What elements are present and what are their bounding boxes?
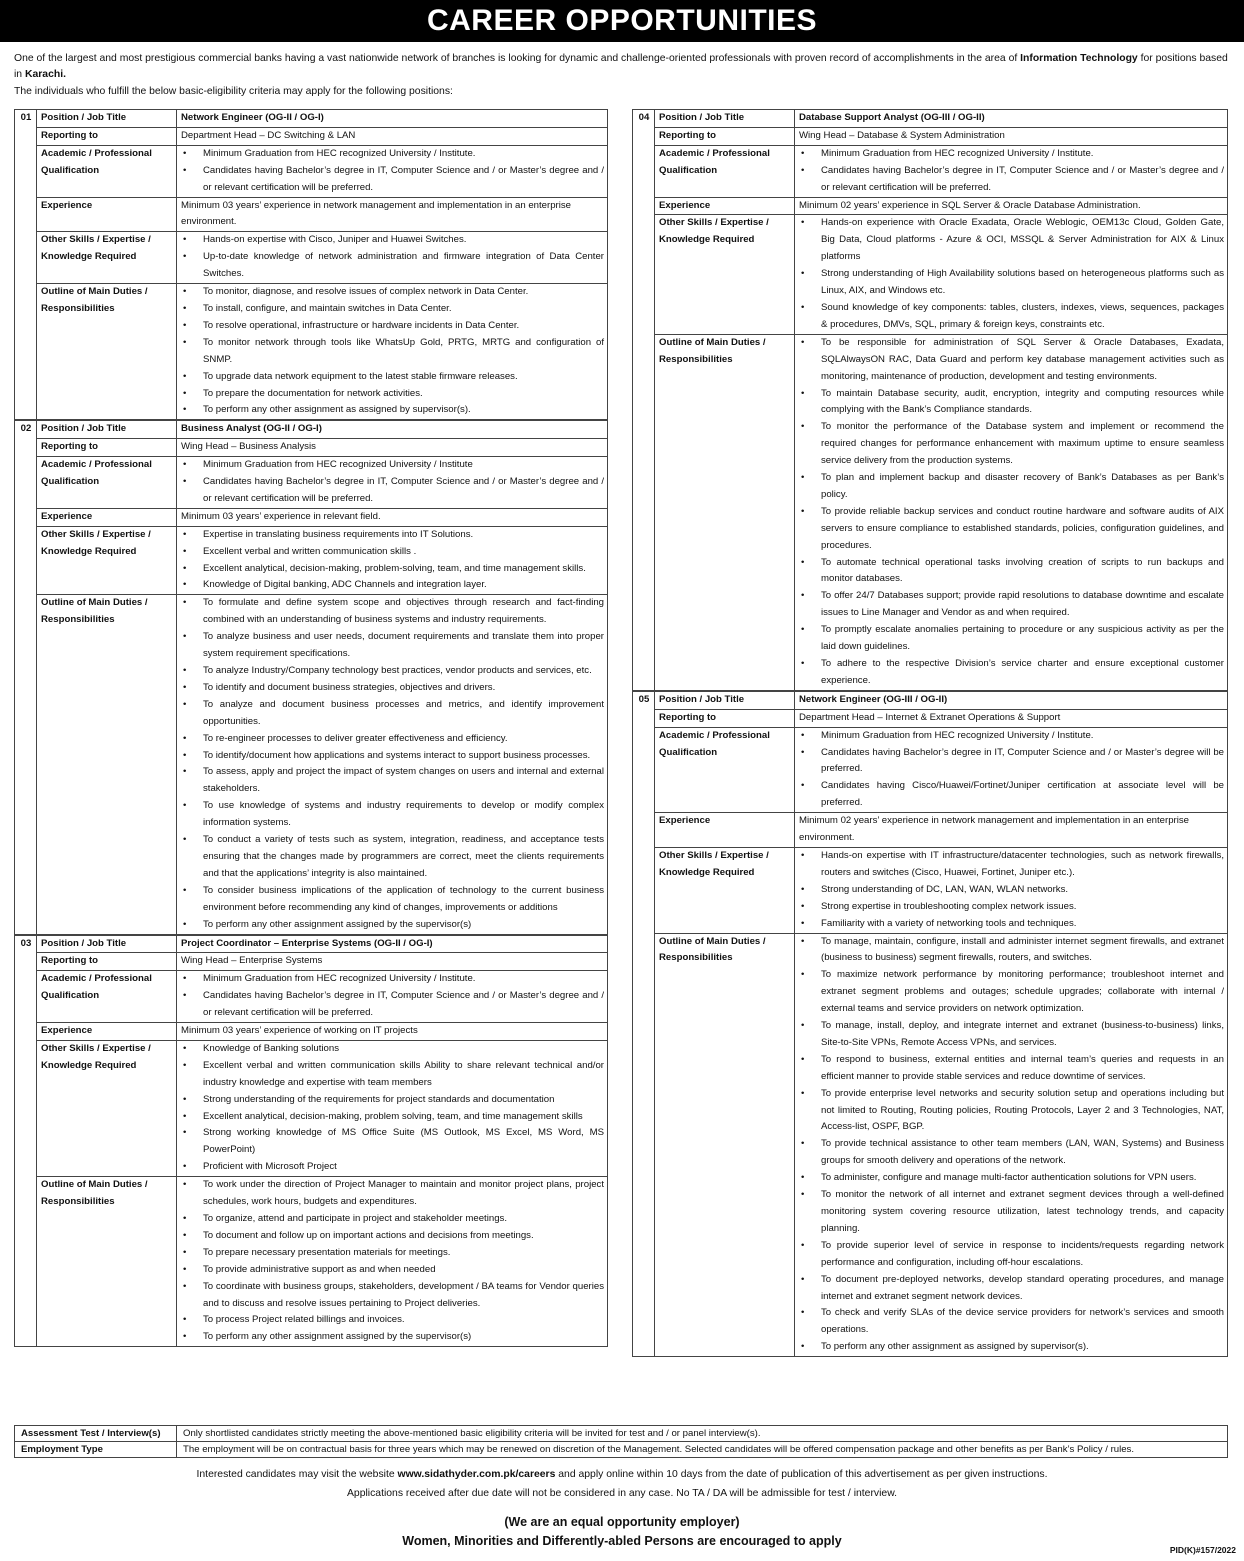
- duties-item: • To organize, attend and participate in project and stakeholder meetings.: [181, 1211, 604, 1228]
- field-value-position: Network Engineer (OG-II / OG-I): [177, 110, 608, 128]
- job-row-reporting: [15, 127, 608, 145]
- academic-item: • Candidates having Bachelor’s degree in IT, Computer Science and / or Master’s degree and / or relevant certification will be preferred.: [181, 474, 604, 508]
- intro-text-b: Information Technology: [1020, 53, 1138, 64]
- duties-item: • To be responsible for administration of SQL Server & Oracle Databases, Exadata, SQLAlwaysON RAC, Data Guard and perform key database management activities such as monitoring, maintenance of production, development and testing environments.: [799, 335, 1224, 386]
- field-value-skills: [795, 215, 1228, 334]
- job-row-duties: [15, 284, 608, 420]
- duties-item: • To manage, install, deploy, and integrate internet and extranet (business-to-business) links, Site-to-Site VPNs, Remote Access VPNs, and services.: [799, 1018, 1224, 1052]
- job-row-experience: [15, 197, 608, 232]
- job-row-duties: [633, 933, 1228, 1357]
- skills-item: • Excellent verbal and written communication skills Ability to share relevant technical and/or industry knowledge and expertise with team members: [181, 1058, 604, 1092]
- job-row-experience: [633, 197, 1228, 215]
- employment-text: The employment will be on contractual basis for three years which may be renewed on discretion of the Management. Selected candidates will be offered compensation package and other benefits as per Bank’s Policy / rules.: [177, 1442, 1228, 1458]
- skills-item: • Hands-on expertise with IT infrastructure/datacenter technologies, such as network firewalls, routers and switches (Cisco, Huawei, Fortinet, Juniper etc.).: [799, 848, 1224, 882]
- field-label-reporting: Reporting to: [655, 127, 795, 145]
- skills-item: • Excellent verbal and written communication skills .: [181, 544, 604, 561]
- duties-item-list: [181, 1177, 604, 1346]
- job-table-03: [14, 935, 608, 1348]
- duties-item-list: [799, 934, 1224, 1357]
- job-row-reporting: [633, 709, 1228, 727]
- job-row-skills: [15, 526, 608, 595]
- skills-item: • Knowledge of Digital banking, ADC Channels and integration layer.: [181, 577, 604, 594]
- duties-item: • To monitor the performance of the Database system and implement or recommend the required changes for performance enhancement with maximum uptime to ensure seamless service delivery from the production systems.: [799, 419, 1224, 470]
- duties-item: • To monitor the network of all internet and extranet segment devices through a well-defined monitoring system covering resource utilization, latest technology trends, and capacity planning.: [799, 1187, 1224, 1238]
- skills-item: • Up-to-date knowledge of network administration and firmware integration of Data Center Switches.: [181, 249, 604, 283]
- field-label-position: Position / Job Title: [37, 421, 177, 439]
- academic-item-list: [799, 728, 1224, 813]
- job-number: 04: [633, 110, 655, 691]
- field-label-skills: Other Skills / Expertise / Knowledge Required: [655, 215, 795, 334]
- employment-label: Employment Type: [15, 1442, 177, 1458]
- academic-item: • Candidates having Cisco/Huawei/Fortinet/Juniper certification at associate level will be preferred.: [799, 778, 1224, 812]
- field-value-position: Business Analyst (OG-II / OG-I): [177, 421, 608, 439]
- field-label-academic: Academic / Professional Qualification: [37, 457, 177, 509]
- skills-item: • Familiarity with a variety of networking tools and techniques.: [799, 916, 1224, 933]
- academic-item: • Minimum Graduation from HEC recognized University / Institute.: [181, 971, 604, 988]
- job-row-academic: [15, 457, 608, 509]
- duties-item: • To analyze Industry/Company technology best practices, vendor products and services, etc.: [181, 663, 604, 680]
- skills-item-list: [799, 848, 1224, 933]
- duties-item: • To process Project related billings and invoices.: [181, 1312, 604, 1329]
- duties-item: • To analyze business and user needs, document requirements and translate them into proper system requirement specifications.: [181, 629, 604, 663]
- duties-item-list: [799, 335, 1224, 690]
- academic-item: • Candidates having Bachelor’s degree in IT, Computer Science and / or Master’s degree will be preferred.: [799, 745, 1224, 779]
- field-label-skills: Other Skills / Expertise / Knowledge Required: [37, 526, 177, 595]
- field-value-position: Network Engineer (OG-III / OG-II): [795, 691, 1228, 709]
- duties-item: • To maximize network performance by monitoring performance; troubleshoot internet and extranet segment problems and outages; schedule upgrades; collaborate with internal / external teams and service providers on network optimization.: [799, 967, 1224, 1018]
- academic-item: • Candidates having Bachelor’s degree in IT, Computer Science and / or Master’s degree and / or relevant certification will be preferred.: [181, 163, 604, 197]
- field-value-duties: [177, 284, 608, 420]
- duties-item: • To resolve operational, infrastructure or hardware incidents in Data Center.: [181, 318, 604, 335]
- field-value-duties: [795, 933, 1228, 1357]
- job-row-skills: [633, 215, 1228, 334]
- duties-item: • To assess, apply and project the impact of system changes on users and internal and external stakeholders.: [181, 764, 604, 798]
- field-label-academic: Academic / Professional Qualification: [37, 971, 177, 1023]
- skills-item-list: [799, 215, 1224, 333]
- academic-item: • Minimum Graduation from HEC recognized University / Institute: [181, 457, 604, 474]
- eligibility-line: The individuals who fulfill the below basic-eligibility criteria may apply for the following positions:: [14, 86, 453, 97]
- job-row-position: [633, 691, 1228, 709]
- academic-item: • Minimum Graduation from HEC recognized University / Institute.: [799, 146, 1224, 163]
- job-row-reporting: [15, 953, 608, 971]
- field-value-experience: Minimum 03 years’ experience in network management and implementation in an enterprise environment.: [177, 197, 608, 232]
- field-label-academic: Academic / Professional Qualification: [655, 727, 795, 813]
- skills-item: • Strong working knowledge of MS Office Suite (MS Outlook, MS Excel, MS Word, MS PowerPoint): [181, 1125, 604, 1159]
- job-row-experience: [15, 1023, 608, 1041]
- job-row-skills: [15, 232, 608, 284]
- job-row-experience: [15, 508, 608, 526]
- job-row-reporting: [633, 127, 1228, 145]
- apply-line-2: Applications received after due date will not be considered in any case. No TA / DA will be admissible for test / interview.: [346, 1488, 898, 1499]
- careers-link[interactable]: www.sidathyder.com.pk/careers: [397, 1469, 556, 1480]
- job-row-academic: [15, 971, 608, 1023]
- field-label-duties: Outline of Main Duties / Responsibilities: [37, 1177, 177, 1347]
- duties-item: • To perform any other assignment assigned by the supervisor(s): [181, 917, 604, 934]
- field-value-academic: [177, 971, 608, 1023]
- job-row-academic: [15, 145, 608, 197]
- academic-item-list: [181, 457, 604, 508]
- skills-item-list: [181, 527, 604, 595]
- skills-item: • Expertise in translating business requirements into IT Solutions.: [181, 527, 604, 544]
- job-table-01: [14, 109, 608, 420]
- duties-item: • To perform any other assignment as assigned by supervisor(s).: [799, 1339, 1224, 1356]
- academic-item: • Candidates having Bachelor’s degree in IT, Computer Science and / or Master’s degree and / or relevant certification will be preferred.: [799, 163, 1224, 197]
- skills-item: • Proficient with Microsoft Project: [181, 1159, 604, 1176]
- field-label-reporting: Reporting to: [37, 953, 177, 971]
- duties-item: • To provide reliable backup services and conduct routine hardware and software audits of AIX servers to ensure compliance to established standards, policies, configuration guidelines, and procedures.: [799, 504, 1224, 555]
- field-value-reporting: Wing Head – Enterprise Systems: [177, 953, 608, 971]
- field-label-experience: Experience: [37, 1023, 177, 1041]
- duties-item: • To re-engineer processes to deliver greater effectiveness and efficiency.: [181, 731, 604, 748]
- field-label-reporting: Reporting to: [37, 439, 177, 457]
- field-label-duties: Outline of Main Duties / Responsibilities: [37, 284, 177, 420]
- duties-item: • To identify and document business strategies, objectives and drivers.: [181, 680, 604, 697]
- field-value-academic: [795, 145, 1228, 197]
- duties-item: • To use knowledge of systems and industry requirements to develop or modify complex information systems.: [181, 798, 604, 832]
- job-row-position: [633, 110, 1228, 128]
- duties-item: • To analyze and document business processes and metrics, and identify improvement opportunities.: [181, 697, 604, 731]
- field-value-position: Project Coordinator – Enterprise Systems (OG-II / OG-I): [177, 935, 608, 953]
- skills-item: • Excellent analytical, decision-making, problem solving, team, and time management skills: [181, 1109, 604, 1126]
- academic-item: • Candidates having Bachelor’s degree in IT, Computer Science and / or Master’s degree and / or relevant certification will be preferred.: [181, 988, 604, 1022]
- job-row-experience: [633, 813, 1228, 848]
- duties-item: • To provide superior level of service in response to incidents/requests regarding network performance and configuration, including off-hour escalations.: [799, 1238, 1224, 1272]
- duties-item: • To offer 24/7 Databases support; provide rapid resolutions to database downtime and escalate issues to Line Manager and Vendor as and when required.: [799, 588, 1224, 622]
- field-label-experience: Experience: [37, 197, 177, 232]
- assessment-row: [15, 1426, 1228, 1442]
- field-value-experience: Minimum 03 years’ experience in relevant field.: [177, 508, 608, 526]
- field-value-academic: [177, 457, 608, 509]
- field-label-skills: Other Skills / Expertise / Knowledge Required: [655, 847, 795, 933]
- field-value-skills: [177, 1040, 608, 1176]
- field-label-academic: Academic / Professional Qualification: [37, 145, 177, 197]
- page-title: CAREER OPPORTUNITIES: [0, 0, 1244, 42]
- job-row-skills: [15, 1040, 608, 1176]
- field-value-skills: [177, 232, 608, 284]
- employment-row: [15, 1442, 1228, 1458]
- job-table-02: [14, 420, 608, 934]
- apply-text-b: and apply online within 10 days from the date of publication of this advertisement as per given instructions.: [555, 1469, 1048, 1480]
- field-label-experience: Experience: [655, 813, 795, 848]
- field-value-experience: Minimum 02 years’ experience in network management and implementation in an enterprise environment.: [795, 813, 1228, 848]
- job-table-05: [632, 691, 1228, 1357]
- duties-item: • To automate technical operational tasks involving creation of scripts to run backups and monitor databases.: [799, 555, 1224, 589]
- assessment-text: Only shortlisted candidates strictly meeting the above-mentioned basic eligibility criteria will be invited for test and / or panel interview(s).: [177, 1426, 1228, 1442]
- duties-item: • To maintain Database security, audit, encryption, integrity and computing resources while complying with the Bank’s Compliance standards.: [799, 386, 1224, 420]
- field-label-duties: Outline of Main Duties / Responsibilities: [655, 334, 795, 690]
- duties-item: • To manage, maintain, configure, install and administer internet segment firewalls, and extranet (business to business) segment firewalls, routers, and switches.: [799, 934, 1224, 968]
- field-value-reporting: Wing Head – Database & System Administration: [795, 127, 1228, 145]
- duties-item: • To prepare necessary presentation materials for meetings.: [181, 1245, 604, 1262]
- field-value-academic: [177, 145, 608, 197]
- field-label-reporting: Reporting to: [655, 709, 795, 727]
- field-label-skills: Other Skills / Expertise / Knowledge Required: [37, 232, 177, 284]
- skills-item: • Hands-on expertise with Cisco, Juniper and Huawei Switches.: [181, 232, 604, 249]
- field-value-experience: Minimum 02 years’ experience in SQL Server & Oracle Database Administration.: [795, 197, 1228, 215]
- intro-text-d: Karachi.: [24, 69, 66, 80]
- field-value-reporting: Department Head – Internet & Extranet Operations & Support: [795, 709, 1228, 727]
- job-number: 03: [15, 935, 37, 1347]
- job-row-academic: [633, 727, 1228, 813]
- terms-table: [14, 1425, 1228, 1458]
- job-row-skills: [633, 847, 1228, 933]
- duties-item: • To perform any other assignment assigned by the supervisor(s): [181, 1329, 604, 1346]
- apply-text-a: Interested candidates may visit the website: [196, 1469, 398, 1480]
- equal-opportunity-line: (We are an equal opportunity employer): [504, 1515, 740, 1529]
- field-value-reporting: Wing Head – Business Analysis: [177, 439, 608, 457]
- field-label-academic: Academic / Professional Qualification: [655, 145, 795, 197]
- field-label-duties: Outline of Main Duties / Responsibilities: [37, 595, 177, 934]
- job-number: 05: [633, 691, 655, 1356]
- academic-item-list: [799, 146, 1224, 197]
- field-label-reporting: Reporting to: [37, 127, 177, 145]
- intro-paragraph: [14, 51, 1230, 83]
- job-row-duties: [15, 1177, 608, 1347]
- duties-item: • To check and verify SLAs of the device service providers for network’s services and smooth operations.: [799, 1305, 1224, 1339]
- field-label-experience: Experience: [655, 197, 795, 215]
- duties-item: • To work under the direction of Project Manager to maintain and monitor project plans, project schedules, work hours, budgets and expenditures.: [181, 1177, 604, 1211]
- duties-item: • To formulate and define system scope and objectives through research and fact-finding combined with an understanding of business systems and industry requirements.: [181, 595, 604, 629]
- skills-item: • Sound knowledge of key components: tables, clusters, indexes, views, sequences, packages & procedures, DMVs, SQL, primary & foreign keys, constraints etc.: [799, 300, 1224, 334]
- duties-item: • To perform any other assignment as assigned by supervisor(s).: [181, 402, 604, 419]
- field-label-position: Position / Job Title: [37, 110, 177, 128]
- duties-item: • To upgrade data network equipment to the latest stable firmware releases.: [181, 369, 604, 386]
- duties-item: • To provide technical assistance to other team members (LAN, WAN, Systems) and Business groups for smooth delivery and operations of the network.: [799, 1136, 1224, 1170]
- job-row-academic: [633, 145, 1228, 197]
- job-row-duties: [633, 334, 1228, 690]
- job-row-duties: [15, 595, 608, 934]
- field-label-experience: Experience: [37, 508, 177, 526]
- duties-item: • To consider business implications of the application of technology to the current business environment before recommending any kind of changes, improvements or additions: [181, 883, 604, 917]
- field-label-position: Position / Job Title: [655, 691, 795, 709]
- job-number: 02: [15, 421, 37, 934]
- intro-text-a: One of the largest and most prestigious commercial banks having a vast nationwide network of branches is looking for dynamic and challenge-oriented professionals with proven record of accomplishments in the area of: [14, 53, 1021, 64]
- skills-item: • Knowledge of Banking solutions: [181, 1041, 604, 1058]
- job-row-reporting: [15, 439, 608, 457]
- academic-item-list: [181, 971, 604, 1022]
- intro-text-c: for positions based in: [14, 53, 1228, 80]
- field-label-skills: Other Skills / Expertise / Knowledge Required: [37, 1040, 177, 1176]
- duties-item: • To document and follow up on important actions and decisions from meetings.: [181, 1228, 604, 1245]
- job-table-04: [632, 109, 1228, 691]
- duties-item: • To provide administrative support as and when needed: [181, 1262, 604, 1279]
- field-value-skills: [177, 526, 608, 595]
- duties-item-list: [181, 595, 604, 933]
- job-row-position: [15, 935, 608, 953]
- academic-item-list: [181, 146, 604, 197]
- duties-item: • To install, configure, and maintain switches in Data Center.: [181, 301, 604, 318]
- duties-item: • To administer, configure and manage multi-factor authentication solutions for VPN users.: [799, 1170, 1224, 1187]
- duties-item-list: [181, 284, 604, 419]
- right-column: [632, 109, 1228, 1357]
- duties-item: • To prepare the documentation for network activities.: [181, 386, 604, 403]
- duties-item: • To identify/document how applications and systems interact to support business processes.: [181, 748, 604, 765]
- field-value-duties: [795, 334, 1228, 690]
- field-value-position: Database Support Analyst (OG-III / OG-II): [795, 110, 1228, 128]
- duties-item: • To coordinate with business groups, stakeholders, development / BA teams for Vendor queries and to discuss and resolve issues pertaining to Project deliveries.: [181, 1279, 604, 1313]
- skills-item: • Strong understanding of High Availability solutions based on heterogeneous platforms such as Linux, AIX, and Windows etc.: [799, 266, 1224, 300]
- duties-item: • To monitor, diagnose, and resolve issues of complex network in Data Center.: [181, 284, 604, 301]
- academic-item: • Minimum Graduation from HEC recognized University / Institute.: [799, 728, 1224, 745]
- skills-item: • Strong understanding of DC, LAN, WAN, WLAN networks.: [799, 882, 1224, 899]
- field-value-skills: [795, 847, 1228, 933]
- field-value-experience: Minimum 03 years’ experience of working on IT projects: [177, 1023, 608, 1041]
- field-label-duties: Outline of Main Duties / Responsibilities: [655, 933, 795, 1357]
- job-row-position: [15, 110, 608, 128]
- field-value-duties: [177, 595, 608, 934]
- job-number: 01: [15, 110, 37, 420]
- duties-item: • To adhere to the respective Division’s service charter and ensure exceptional customer experience.: [799, 656, 1224, 690]
- duties-item: • To plan and implement backup and disaster recovery of Bank’s Databases as per Bank’s policy.: [799, 470, 1224, 504]
- assessment-label: Assessment Test / Interview(s): [15, 1426, 177, 1442]
- field-value-academic: [795, 727, 1228, 813]
- field-label-position: Position / Job Title: [37, 935, 177, 953]
- duties-item: • To monitor network through tools like WhatsUp Gold, PRTG, MRTG and configuration of SNMP.: [181, 335, 604, 369]
- duties-item: • To document pre-deployed networks, develop standard operating procedures, and manage internet and extranet segment network devices.: [799, 1272, 1224, 1306]
- field-value-duties: [177, 1177, 608, 1347]
- pid-number: PID(K)#157/2022: [1169, 1545, 1236, 1555]
- academic-item: • Minimum Graduation from HEC recognized University / Institute.: [181, 146, 604, 163]
- job-row-position: [15, 421, 608, 439]
- skills-item: • Strong understanding of the requirements for project standards and documentation: [181, 1092, 604, 1109]
- field-value-reporting: Department Head – DC Switching & LAN: [177, 127, 608, 145]
- skills-item-list: [181, 232, 604, 283]
- duties-item: • To respond to business, external entities and internal team’s queries and requests in an efficient manner to provide stable services and reduce downtime of services.: [799, 1052, 1224, 1086]
- encouragement-line: Women, Minorities and Differently-abled Persons are encouraged to apply: [402, 1534, 842, 1548]
- skills-item: • Excellent analytical, decision-making, problem-solving, team, and time management skills.: [181, 561, 604, 578]
- skills-item: • Hands-on experience with Oracle Exadata, Oracle Weblogic, OEM13c Cloud, Golden Gate, Big Data, Cloud platforms - Azure & OCI, MSSQL & Server Administration for AIX & Linux platforms: [799, 215, 1224, 266]
- duties-item: • To promptly escalate anomalies pertaining to procedure or any suspicious activity as per the laid down guidelines.: [799, 622, 1224, 656]
- left-column: [14, 109, 608, 1347]
- skills-item: • Strong expertise in troubleshooting complex network issues.: [799, 899, 1224, 916]
- skills-item-list: [181, 1041, 604, 1176]
- duties-item: • To provide enterprise level networks and security solution setup and operations including but not limited to Routing, Routing policies, Routing Protocols, Layer 2 and 3 Technologies, NAT, Access-list, OSPF, BGP.: [799, 1086, 1224, 1137]
- field-label-position: Position / Job Title: [655, 110, 795, 128]
- duties-item: • To conduct a variety of tests such as system, integration, readiness, and acceptance tests ensuring that the changes made by programmers are correct, meet the clients requirements and that the applications’ integrity is also maintained.: [181, 832, 604, 883]
- apply-line: [0, 1466, 1244, 1484]
